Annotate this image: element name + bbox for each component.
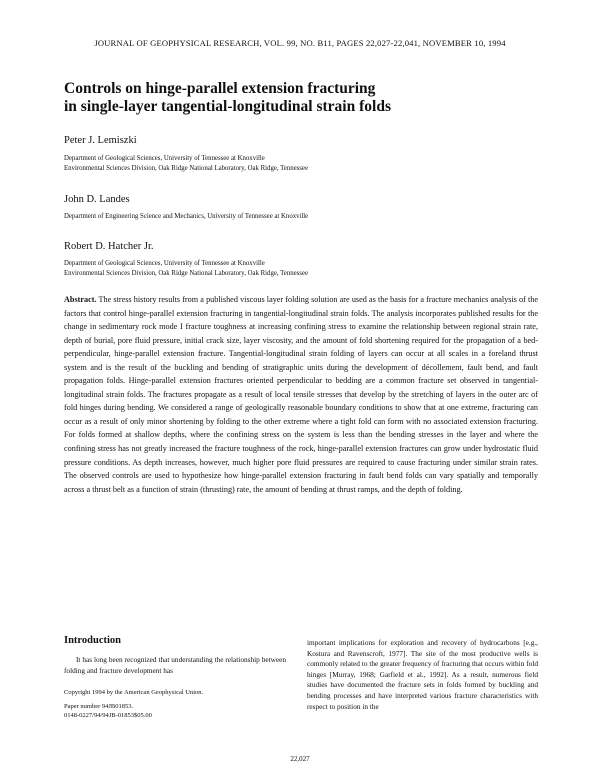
- affiliation-line: Environmental Sciences Division, Oak Ridge National Laboratory, Oak Ridge, Tennessee: [64, 165, 308, 172]
- author-name: Robert D. Hatcher Jr.: [64, 241, 154, 252]
- intro-column-1-text: It has long been recognized that understanding the relationship between folding and fracture development has: [64, 655, 286, 675]
- issn-code: 0148-0227/94/94JB-01853$05.00: [64, 712, 152, 719]
- abstract: [64, 293, 538, 496]
- abstract-label: Abstract.: [64, 295, 97, 304]
- title-line-2: in single-layer tangential-longitudinal strain folds: [64, 98, 391, 115]
- title-line-1: Controls on hinge-parallel extension fracturing: [64, 80, 376, 97]
- paper-number: Paper number 94JB01853.: [64, 703, 134, 710]
- intro-column-2-text: important implications for exploration and recovery of hydrocarbons [e.g., Kostura and Ravenscroft, 1977]. The site of the most productive wells is commonly related to the greater frequency of fracturing that occurs within fold hinges [Murray, 1968; Garfield et al., 1992]. As a result, numerous field studies have documented the fracture sets in folds formed by buckling and bending processes and have interpreted various fracture characteristics with respect to position in the: [307, 638, 538, 711]
- affiliation-line: Environmental Sciences Division, Oak Ridge National Laboratory, Oak Ridge, Tennessee: [64, 270, 308, 277]
- author-affiliation: [64, 212, 544, 222]
- affiliation-line: Department of Geological Sciences, University of Tennessee at Knoxville: [64, 155, 265, 162]
- running-head: JOURNAL OF GEOPHYSICAL RESEARCH, VOL. 99, NO. B11, PAGES 22,027-22,041, NOVEMBER 10, 1994: [94, 38, 506, 48]
- affiliation-line: Department of Geological Sciences, University of Tennessee at Knoxville: [64, 260, 265, 267]
- author-name: John D. Landes: [64, 194, 130, 205]
- copyright-line: Copyright 1994 by the American Geophysical Union.: [64, 689, 204, 696]
- abstract-text: The stress history results from a published viscous layer folding solution are used as the basis for a fracture mechanics analysis of the factors that control hinge-parallel extension fracturing in tangential-longitudinal strain folds. The analysis incorporates published results for the change in sedimentary rock mode I fracture toughness at increasing confining stress to examine the relationship between regional strain rate, depth of burial, pore fluid pressure, initial crack size, layer viscosity, and the amount of fold shortening required for the propagation of a bed-perpendicular, hinge-parallel extension fracture. Tangential-longitudinal strain folding of layers can occur at all scales in a foreland thrust system and is the result of the buckling and bending of stratigraphic units during the development of décollement, fault bend, and fault propagation folds. Hinge-parallel extension fractures oriented perpendicular to bedding are a common fracture set observed in tangential-longitudinal strain folds. The fractures propagate as a result of local tensile stresses that develop by the stretching of layers in the outer arc of fold hinges during bending. We considered a range of geologically reasonable boundary conditions to show that at one extreme, fracturing can occur as a result of only minor shortening by folding to the other extreme where a tight fold can form with no associated extension fracturing. For folds formed at shallow depths, where the confining stress on the system is less than the bending stresses in the layer and where the confining stress has not greatly increased the fracture toughness of the rock, hinge-parallel extension fractures can grow under hydrostatic fluid pressure conditions. As depth increases, however, much higher pore fluid pressures are required to cause fracturing under similar strain rates. The observed controls are used to hypothesize how hinge-parallel extension fracturing in fault bend folds can vary spatially and temporally across a thrust belt as a function of strain (thrusting) rate, the amount of bending at thrust ramps, and the depth of folding.: [64, 295, 538, 494]
- author-affiliation: [64, 154, 544, 174]
- paper-title: [64, 80, 544, 116]
- page-number: 22,027: [290, 755, 310, 763]
- affiliation-line: Department of Engineering Science and Mechanics, University of Tennessee at Knoxville: [64, 213, 309, 220]
- author-affiliation: [64, 259, 544, 279]
- copyright-notice: [64, 688, 286, 720]
- section-heading-introduction: Introduction: [64, 635, 121, 646]
- author-name: Peter J. Lemiszki: [64, 135, 137, 146]
